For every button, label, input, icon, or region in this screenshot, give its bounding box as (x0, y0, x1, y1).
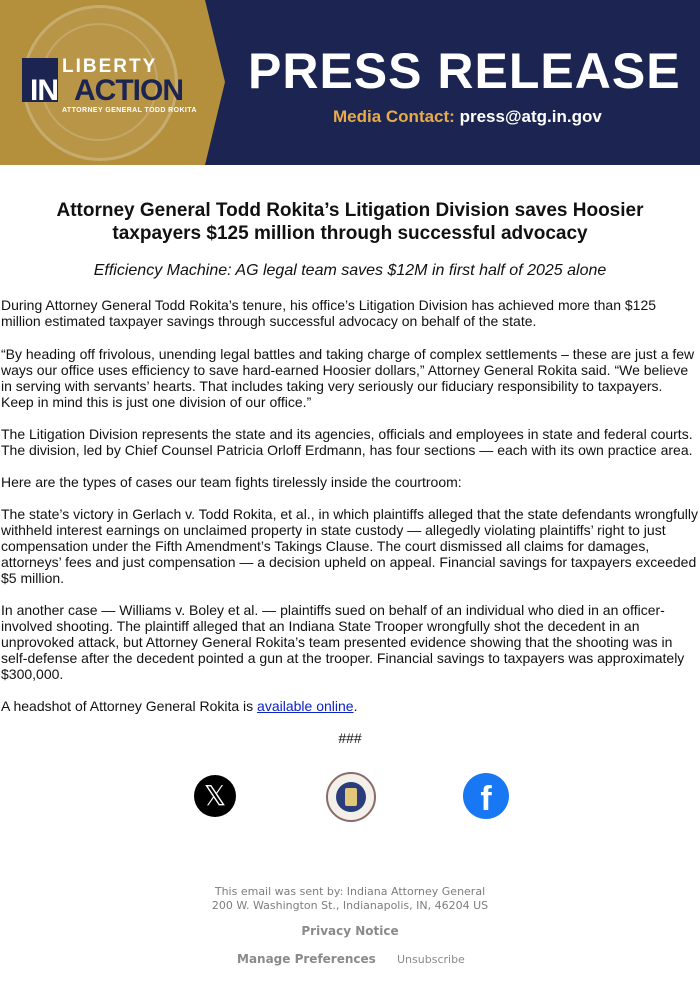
footer-sent-by: This email was sent by: Indiana Attorney General (214, 885, 486, 898)
available-online-link[interactable]: available online (257, 698, 354, 714)
media-contact (333, 107, 602, 127)
facebook-icon[interactable]: f (463, 773, 509, 819)
paragraph-2: “By heading off frivolous, unending legal battles and taking charge of complex settlements – these are just a few ways our office uses efficiency to save hard-earned Hoosier dollars,” Attorney General Rokita said. “We believe in serving with servants’ hearts. That includes taking very seriously our fiduciary responsibility to taxpayers. Keep in mind this is just one division of our office.” (1, 346, 695, 410)
logo-liberty-text: LIBERTY (62, 56, 158, 77)
press-release-title: PRESS RELEASE (248, 43, 681, 99)
footer-sender (0, 885, 700, 913)
press-release-banner (0, 0, 700, 165)
media-contact-label: Media Contact: (333, 107, 455, 126)
paragraph-3: The Litigation Division represents the state and its agencies, officials and employees in state and federal courts. The division, led by Chief Counsel Patricia Orloff Erdmann, has four sections — each with its own practice area. (1, 426, 693, 458)
end-mark: ### (338, 730, 362, 746)
paragraph-5: The state’s victory in Gerlach v. Todd Rokita, et al., in which plaintiffs alleged that the state defendants wrongfully withheld interest earnings on unclaimed property in state custody — allegedly violating plaintiffs’ right to just compensation under the Fifth Amendment’s Takings Clause. The court dismissed all claims for damages, attorneys’ fees and just compensation — a decision upheld on appeal. Financial savings for taxpayers exceeded $5 million. (1, 506, 699, 586)
attorney-general-seal-icon[interactable] (326, 772, 376, 822)
footer-address: 200 W. Washington St., Indianapolis, IN, 46204 US (211, 899, 489, 912)
paragraph-1: During Attorney General Todd Rokita’s tenure, his office’s Litigation Division has achieved more than $125 million estimated taxpayer savings through successful advocacy on behalf of the state. (1, 297, 657, 329)
logo-subtitle: ATTORNEY GENERAL TODD ROKITA (62, 107, 197, 114)
seal-core (345, 788, 357, 806)
headline: Attorney General Todd Rokita’s Litigation Division saves Hoosier taxpayers $125 million through successful advocacy (56, 200, 644, 244)
media-contact-email[interactable]: press@atg.in.gov (459, 107, 602, 126)
paragraph-6: In another case — Williams v. Boley et al. — plaintiffs sued on behalf of an individual who died in an officer-involved shooting. The plaintiff alleged that an Indiana State Trooper wrongfully shot the decedent in an unprovoked attack, but Attorney General Rokita’s team presented evidence showing that the shooting was in self-defense after the decedent pointed a gun at the trooper. Financial savings to taxpayers was approximately $300,000. (1, 602, 685, 682)
x-twitter-icon[interactable]: 𝕏 (194, 775, 236, 817)
paragraph-7 (1, 698, 698, 714)
manage-preferences-link[interactable]: Manage Preferences (237, 952, 376, 966)
headshot-text-end: . (353, 698, 358, 714)
gold-arrow (205, 0, 225, 165)
paragraph-4: Here are the types of cases our team fights tirelessly inside the courtroom: (1, 474, 462, 490)
unsubscribe-link[interactable]: Unsubscribe (397, 953, 465, 966)
logo-action-text: ACTION (74, 74, 183, 107)
privacy-notice-link[interactable]: Privacy Notice (301, 924, 399, 938)
logo-in-text: IN (30, 74, 58, 107)
subheadline: Efficiency Machine: AG legal team saves $12M in first half of 2025 alone (93, 262, 607, 279)
headshot-text: A headshot of Attorney General Rokita is (1, 698, 258, 714)
